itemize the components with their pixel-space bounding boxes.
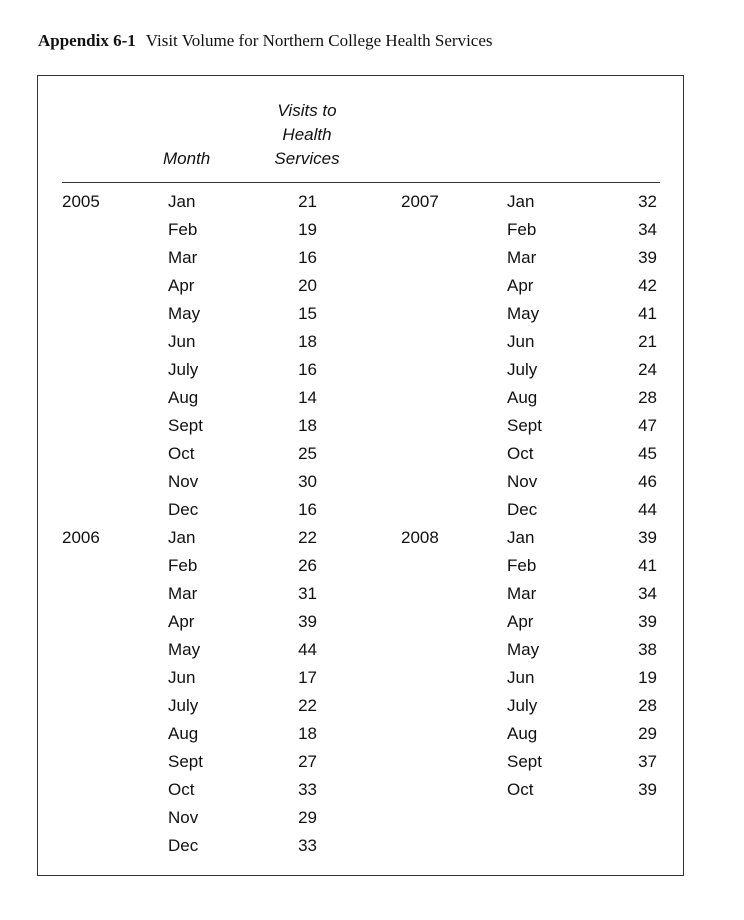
visits-cell: 32: [638, 192, 657, 211]
month-cell: Apr: [168, 612, 195, 631]
table-row: [62, 302, 317, 330]
visits-cell: 39: [298, 612, 317, 631]
visits-cell: 28: [638, 696, 657, 715]
month-cell: Aug: [507, 388, 538, 407]
visits-cell: 26: [298, 556, 317, 575]
table-row: [401, 638, 657, 666]
month-cell: July: [507, 360, 538, 379]
month-cell: Nov: [507, 472, 538, 491]
table-row: [401, 330, 657, 358]
table-row: [401, 386, 657, 414]
year-group: [401, 190, 657, 526]
month-cell: Feb: [507, 220, 537, 239]
table-row: [62, 750, 317, 778]
table-row: [401, 554, 657, 582]
visits-header-line: Visits to: [277, 101, 337, 120]
visits-cell: 47: [638, 416, 657, 435]
table-row: [62, 526, 317, 554]
appendix-caption: [38, 31, 493, 51]
month-cell: May: [168, 640, 201, 659]
month-cell: May: [507, 640, 540, 659]
month-cell: July: [168, 696, 199, 715]
table-row: [401, 526, 657, 554]
month-cell: May: [507, 304, 540, 323]
table-row: [401, 358, 657, 386]
table-row: [62, 554, 317, 582]
visits-cell: 45: [638, 444, 657, 463]
visits-cell: 44: [298, 640, 317, 659]
month-cell: Aug: [168, 388, 199, 407]
month-cell: Nov: [168, 472, 199, 491]
month-cell: Dec: [507, 500, 538, 519]
month-cell: Feb: [168, 220, 198, 239]
month-cell: Jun: [507, 668, 535, 687]
visits-cell: 22: [298, 528, 317, 547]
visits-cell: 14: [298, 388, 317, 407]
visits-cell: 33: [298, 780, 317, 799]
month-cell: Mar: [168, 584, 198, 603]
month-cell: Feb: [507, 556, 537, 575]
month-cell: Jun: [507, 332, 535, 351]
visits-cell: 34: [638, 220, 657, 239]
header-rule: [62, 182, 660, 183]
table-row: [62, 330, 317, 358]
caption-title: Visit Volume for Northern College Health Services: [145, 31, 493, 50]
visits-cell: 21: [638, 332, 657, 351]
month-cell: Apr: [168, 276, 195, 295]
visits-cell: 30: [298, 472, 317, 491]
visits-cell: 16: [298, 500, 317, 519]
table-row: [401, 722, 657, 750]
table-row: [401, 442, 657, 470]
table-row: [401, 190, 657, 218]
table-row: [401, 498, 657, 526]
visits-cell: 16: [298, 248, 317, 267]
visits-header-line: Services: [274, 149, 340, 168]
caption-label: Appendix 6-1: [38, 31, 136, 50]
visits-header-line: Health: [282, 125, 332, 144]
visits-cell: 29: [298, 808, 317, 827]
year-cell: 2008: [401, 528, 439, 547]
table-row: [62, 834, 317, 862]
table-row: [62, 694, 317, 722]
month-cell: Nov: [168, 808, 199, 827]
table-row: [62, 470, 317, 498]
visits-cell: 19: [298, 220, 317, 239]
year-cell: 2006: [62, 528, 100, 547]
visits-cell: 15: [298, 304, 317, 323]
table-column-right: [401, 190, 657, 806]
month-cell: Oct: [168, 444, 195, 463]
month-cell: Sept: [168, 752, 203, 771]
year-cell: 2005: [62, 192, 100, 211]
visits-cell: 37: [638, 752, 657, 771]
table-row: [62, 442, 317, 470]
table-row: [401, 750, 657, 778]
month-cell: Jan: [507, 192, 535, 211]
table-row: [62, 246, 317, 274]
visits-column-header: [257, 99, 357, 171]
visits-cell: 39: [638, 780, 657, 799]
visits-cell: 39: [638, 612, 657, 631]
table-row: [62, 386, 317, 414]
table-row: [62, 190, 317, 218]
table-row: [62, 414, 317, 442]
visits-cell: 33: [298, 836, 317, 855]
table-row: [401, 302, 657, 330]
table-row: [62, 722, 317, 750]
visits-cell: 21: [298, 192, 317, 211]
table-row: [401, 582, 657, 610]
month-cell: Aug: [507, 724, 538, 743]
visits-cell: 25: [298, 444, 317, 463]
visits-cell: 41: [638, 304, 657, 323]
month-cell: July: [507, 696, 538, 715]
month-cell: Sept: [507, 752, 542, 771]
visits-cell: 19: [638, 668, 657, 687]
table-row: [401, 414, 657, 442]
visits-cell: 17: [298, 668, 317, 687]
year-group: [62, 526, 317, 862]
table-row: [62, 218, 317, 246]
table-row: [62, 582, 317, 610]
visits-cell: 18: [298, 724, 317, 743]
visits-cell: 20: [298, 276, 317, 295]
month-cell: Mar: [507, 248, 537, 267]
month-cell: Jun: [168, 668, 196, 687]
visits-cell: 34: [638, 584, 657, 603]
table-row: [62, 638, 317, 666]
month-cell: Mar: [507, 584, 537, 603]
visits-cell: 16: [298, 360, 317, 379]
table-row: [401, 470, 657, 498]
table-row: [401, 666, 657, 694]
month-cell: Jan: [507, 528, 535, 547]
month-cell: Jan: [168, 192, 196, 211]
month-cell: Oct: [168, 780, 195, 799]
table-row: [401, 218, 657, 246]
visits-cell: 39: [638, 248, 657, 267]
table-row: [62, 778, 317, 806]
visits-cell: 22: [298, 696, 317, 715]
visits-cell: 31: [298, 584, 317, 603]
month-cell: Aug: [168, 724, 199, 743]
visits-cell: 42: [638, 276, 657, 295]
table-row: [62, 610, 317, 638]
table-column-left: [62, 190, 317, 862]
table-row: [401, 694, 657, 722]
year-group: [62, 190, 317, 526]
table-row: [62, 806, 317, 834]
visits-cell: 38: [638, 640, 657, 659]
table-row: [401, 274, 657, 302]
table-row: [62, 666, 317, 694]
month-cell: July: [168, 360, 199, 379]
month-cell: May: [168, 304, 201, 323]
visits-cell: 18: [298, 416, 317, 435]
month-cell: Dec: [168, 836, 199, 855]
year-group: [401, 526, 657, 806]
visits-cell: 44: [638, 500, 657, 519]
table-row: [62, 498, 317, 526]
month-cell: Jan: [168, 528, 196, 547]
visits-cell: 46: [638, 472, 657, 491]
month-cell: Apr: [507, 612, 534, 631]
table-row: [401, 246, 657, 274]
month-cell: Apr: [507, 276, 534, 295]
visits-cell: 41: [638, 556, 657, 575]
month-cell: Feb: [168, 556, 198, 575]
month-cell: Mar: [168, 248, 198, 267]
table-row: [401, 610, 657, 638]
month-cell: Oct: [507, 444, 534, 463]
visits-cell: 18: [298, 332, 317, 351]
visits-cell: 39: [638, 528, 657, 547]
visits-cell: 28: [638, 388, 657, 407]
year-cell: 2007: [401, 192, 439, 211]
visits-cell: 24: [638, 360, 657, 379]
table-row: [62, 274, 317, 302]
month-cell: Jun: [168, 332, 196, 351]
table-row: [401, 778, 657, 806]
month-cell: Oct: [507, 780, 534, 799]
table-row: [62, 358, 317, 386]
visits-cell: 29: [638, 724, 657, 743]
month-cell: Dec: [168, 500, 199, 519]
month-cell: Sept: [507, 416, 542, 435]
visits-cell: 27: [298, 752, 317, 771]
month-column-header: Month: [163, 149, 211, 168]
month-cell: Sept: [168, 416, 203, 435]
